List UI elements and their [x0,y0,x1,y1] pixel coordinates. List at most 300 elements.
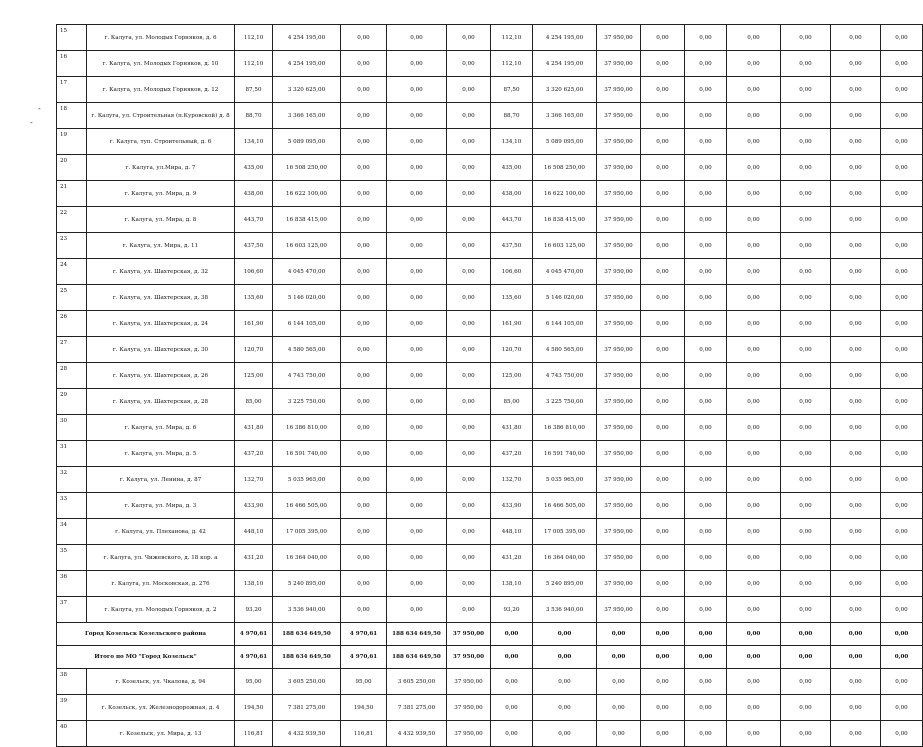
value-cell: 0,00 [685,337,727,363]
value-cell: 0,00 [447,129,491,155]
value-cell: 0,00 [641,337,685,363]
value-cell: 437,50 [491,233,533,259]
value-cell: 0,00 [387,311,447,337]
value-cell: 0,00 [727,233,781,259]
value-cell: 0,00 [387,571,447,597]
value-cell: 85,00 [235,389,273,415]
value-cell: 37 950,00 [597,597,641,623]
value-cell: 0,00 [447,519,491,545]
value-cell: 0,00 [881,285,923,311]
value-cell: 0,00 [685,493,727,519]
value-cell: 0,00 [831,51,881,77]
margin-mark: - [30,118,33,127]
value-cell: 0,00 [447,467,491,493]
value-cell: 0,00 [387,337,447,363]
value-cell: 112,10 [491,51,533,77]
value-cell: 0,00 [727,545,781,571]
value-cell: 85,00 [491,389,533,415]
value-cell: 5 089 095,00 [533,129,597,155]
value-cell: 17 005 395,00 [273,519,341,545]
address-cell: г. Калуга, ул. Строительная (п.Куровской) д. 8 [87,103,235,129]
value-cell: 0,00 [641,441,685,467]
value-cell: 0,00 [641,207,685,233]
value-cell: 0,00 [781,467,831,493]
value-cell: 0,00 [685,207,727,233]
value-cell: 37 950,00 [447,669,491,695]
value-cell: 0,00 [597,695,641,721]
value-cell: 0,00 [881,669,923,695]
value-cell: 0,00 [685,597,727,623]
value-cell: 0,00 [685,467,727,493]
address-cell: г. Калуга, ул. Шахтерская, д. 24 [87,311,235,337]
value-cell: 135,60 [235,285,273,311]
value-cell: 0,00 [341,545,387,571]
value-cell: 0,00 [533,623,597,646]
value-cell: 0,00 [685,415,727,441]
value-cell: 0,00 [781,571,831,597]
value-cell: 0,00 [685,103,727,129]
value-cell: 0,00 [781,646,831,669]
value-cell: 0,00 [781,669,831,695]
margin-mark: - [38,104,41,113]
address-cell: г. Козельск, ул. Чкалова, д. 94 [87,669,235,695]
value-cell: 0,00 [831,493,881,519]
value-cell: 3 366 165,00 [273,103,341,129]
value-cell: 135,60 [491,285,533,311]
value-cell: 0,00 [641,233,685,259]
value-cell: 0,00 [685,623,727,646]
value-cell: 0,00 [831,695,881,721]
value-cell: 16 591 740,00 [533,441,597,467]
row-number: 19 [57,129,87,155]
value-cell: 37 950,00 [597,493,641,519]
value-cell: 0,00 [727,363,781,389]
value-cell: 37 950,00 [597,389,641,415]
table-row [57,259,923,285]
value-cell: 0,00 [641,259,685,285]
value-cell: 37 950,00 [597,25,641,51]
value-cell: 0,00 [781,493,831,519]
value-cell: 0,00 [781,519,831,545]
value-cell: 0,00 [781,597,831,623]
table-row [57,103,923,129]
value-cell: 0,00 [781,623,831,646]
value-cell: 5 146 020,00 [533,285,597,311]
value-cell: 0,00 [727,207,781,233]
value-cell: 16 364 040,00 [273,545,341,571]
value-cell: 0,00 [341,467,387,493]
value-cell: 435,00 [235,155,273,181]
table-row [57,233,923,259]
value-cell: 0,00 [641,181,685,207]
value-cell: 0,00 [685,571,727,597]
value-cell: 37 950,00 [597,545,641,571]
row-number: 26 [57,311,87,337]
value-cell: 6 144 105,00 [533,311,597,337]
value-cell: 0,00 [597,646,641,669]
table-row [57,545,923,571]
value-cell: 4 254 195,00 [273,51,341,77]
table-row [57,311,923,337]
address-cell: г. Калуга, ул.Мира, д. 7 [87,155,235,181]
value-cell: 95,00 [341,669,387,695]
value-cell: 0,00 [447,51,491,77]
value-cell: 106,60 [491,259,533,285]
value-cell: 116,81 [235,721,273,747]
value-cell: 0,00 [341,129,387,155]
value-cell: 0,00 [641,519,685,545]
value-cell: 0,00 [781,441,831,467]
value-cell: 0,00 [341,389,387,415]
value-cell: 3 536 940,00 [533,597,597,623]
value-cell: 5 035 965,00 [533,467,597,493]
value-cell: 3 225 750,00 [533,389,597,415]
value-cell: 0,00 [447,259,491,285]
value-cell: 0,00 [831,25,881,51]
value-cell: 4 580 565,00 [273,337,341,363]
value-cell: 0,00 [727,51,781,77]
value-cell: 0,00 [727,669,781,695]
value-cell: 0,00 [881,571,923,597]
total-row [57,646,923,669]
value-cell: 0,00 [447,597,491,623]
value-cell: 0,00 [727,467,781,493]
value-cell: 0,00 [831,259,881,285]
value-cell: 37 950,00 [597,285,641,311]
value-cell: 0,00 [831,571,881,597]
address-cell: г. Калуга, туп. Строительный, д. 6 [87,129,235,155]
value-cell: 0,00 [447,311,491,337]
value-cell: 0,00 [727,25,781,51]
value-cell: 0,00 [881,129,923,155]
value-cell: 0,00 [641,646,685,669]
value-cell: 37 950,00 [597,337,641,363]
value-cell: 0,00 [881,181,923,207]
value-cell: 16 838 415,00 [273,207,341,233]
value-cell: 194,50 [235,695,273,721]
value-cell: 0,00 [781,155,831,181]
value-cell: 0,00 [881,103,923,129]
value-cell: 0,00 [831,363,881,389]
row-number: 29 [57,389,87,415]
value-cell: 0,00 [387,207,447,233]
value-cell: 0,00 [685,519,727,545]
value-cell: 17 005 395,00 [533,519,597,545]
value-cell: 0,00 [387,181,447,207]
value-cell: 0,00 [685,721,727,747]
value-cell: 0,00 [641,545,685,571]
value-cell: 0,00 [727,181,781,207]
table-row [57,415,923,441]
value-cell: 0,00 [685,441,727,467]
value-cell: 3 366 165,00 [533,103,597,129]
housing-table [56,24,923,747]
value-cell: 0,00 [685,669,727,695]
value-cell: 0,00 [387,155,447,181]
address-cell: г. Калуга, ул. Молодых Горняков, д. 10 [87,51,235,77]
value-cell: 16 508 250,00 [273,155,341,181]
value-cell: 0,00 [831,103,881,129]
value-cell: 3 605 250,00 [273,669,341,695]
value-cell: 0,00 [685,77,727,103]
value-cell: 0,00 [685,695,727,721]
value-cell: 0,00 [641,389,685,415]
value-cell: 4 254 195,00 [273,25,341,51]
value-cell: 0,00 [781,51,831,77]
address-cell: г. Калуга, ул. Мира, д. 5 [87,441,235,467]
value-cell: 37 950,00 [447,623,491,646]
value-cell: 0,00 [341,571,387,597]
value-cell: 0,00 [881,25,923,51]
value-cell: 0,00 [447,285,491,311]
value-cell: 5 089 095,00 [273,129,341,155]
value-cell: 437,50 [235,233,273,259]
value-cell: 0,00 [533,669,597,695]
value-cell: 0,00 [881,77,923,103]
value-cell: 0,00 [641,363,685,389]
value-cell: 0,00 [727,646,781,669]
value-cell: 0,00 [881,155,923,181]
value-cell: 125,00 [235,363,273,389]
value-cell: 5 146 020,00 [273,285,341,311]
value-cell: 0,00 [881,623,923,646]
address-cell: г. Калуга, ул. Молодых Горняков, д. 12 [87,77,235,103]
value-cell: 0,00 [831,311,881,337]
value-cell: 0,00 [387,519,447,545]
row-number: 31 [57,441,87,467]
value-cell: 0,00 [727,415,781,441]
value-cell: 0,00 [641,493,685,519]
value-cell: 0,00 [685,363,727,389]
total-row [57,623,923,646]
value-cell: 0,00 [641,597,685,623]
value-cell: 0,00 [341,311,387,337]
value-cell: 431,20 [491,545,533,571]
value-cell: 0,00 [881,415,923,441]
value-cell: 0,00 [685,51,727,77]
address-cell: г. Калуга, ул. Шахтерская, д. 38 [87,285,235,311]
value-cell: 194,50 [341,695,387,721]
value-cell: 0,00 [641,129,685,155]
total-label: Город Козельск Козельского района [57,623,235,646]
value-cell: 0,00 [881,51,923,77]
value-cell: 437,20 [235,441,273,467]
value-cell: 438,00 [491,181,533,207]
address-cell: г. Козельск, ул. Мира, д. 13 [87,721,235,747]
value-cell: 0,00 [685,181,727,207]
value-cell: 0,00 [831,467,881,493]
value-cell: 0,00 [641,415,685,441]
value-cell: 0,00 [685,25,727,51]
value-cell: 0,00 [831,389,881,415]
row-number: 17 [57,77,87,103]
value-cell: 37 950,00 [597,233,641,259]
value-cell: 0,00 [491,669,533,695]
table-row [57,571,923,597]
value-cell: 0,00 [781,363,831,389]
value-cell: 0,00 [447,415,491,441]
value-cell: 4 432 939,50 [387,721,447,747]
value-cell: 0,00 [387,441,447,467]
value-cell: 0,00 [447,207,491,233]
value-cell: 0,00 [831,669,881,695]
value-cell: 0,00 [341,233,387,259]
value-cell: 4 254 195,00 [533,51,597,77]
value-cell: 0,00 [447,77,491,103]
value-cell: 37 950,00 [597,311,641,337]
value-cell: 0,00 [685,545,727,571]
total-label: Итого по МО "Город Козельск" [57,646,235,669]
table-row [57,51,923,77]
value-cell: 0,00 [881,207,923,233]
value-cell: 0,00 [831,545,881,571]
value-cell: 0,00 [597,623,641,646]
value-cell: 0,00 [447,389,491,415]
value-cell: 0,00 [447,25,491,51]
value-cell: 0,00 [831,77,881,103]
value-cell: 4 743 750,00 [533,363,597,389]
value-cell: 0,00 [387,597,447,623]
value-cell: 0,00 [781,311,831,337]
value-cell: 0,00 [727,493,781,519]
value-cell: 0,00 [881,389,923,415]
value-cell: 0,00 [387,51,447,77]
value-cell: 435,00 [491,155,533,181]
value-cell: 37 950,00 [597,441,641,467]
table-row [57,441,923,467]
table-row [57,493,923,519]
value-cell: 0,00 [881,721,923,747]
value-cell: 0,00 [781,415,831,441]
value-cell: 16 603 125,00 [533,233,597,259]
value-cell: 431,20 [235,545,273,571]
value-cell: 0,00 [341,207,387,233]
value-cell: 443,70 [491,207,533,233]
table-row [57,77,923,103]
value-cell: 0,00 [881,363,923,389]
report-sheet [56,24,909,747]
value-cell: 4 970,61 [341,623,387,646]
value-cell: 0,00 [727,129,781,155]
value-cell: 0,00 [641,155,685,181]
value-cell: 4 743 750,00 [273,363,341,389]
value-cell: 0,00 [781,233,831,259]
value-cell: 0,00 [447,181,491,207]
table-row [57,25,923,51]
value-cell: 0,00 [641,311,685,337]
value-cell: 0,00 [727,77,781,103]
address-cell: г. Калуга, ул. Молодых Горняков, д. 2 [87,597,235,623]
row-number: 38 [57,669,87,695]
value-cell: 0,00 [781,695,831,721]
address-cell: г. Калуга, ул. Мира, д. 3 [87,493,235,519]
value-cell: 116,81 [341,721,387,747]
value-cell: 0,00 [447,363,491,389]
value-cell: 0,00 [641,695,685,721]
value-cell: 0,00 [341,51,387,77]
value-cell: 0,00 [781,181,831,207]
value-cell: 431,80 [235,415,273,441]
value-cell: 0,00 [387,233,447,259]
value-cell: 0,00 [387,415,447,441]
value-cell: 0,00 [491,695,533,721]
value-cell: 0,00 [727,441,781,467]
table-row [57,669,923,695]
row-number: 36 [57,571,87,597]
value-cell: 0,00 [831,233,881,259]
address-cell: г. Калуга, ул. Шахтерская, д. 30 [87,337,235,363]
value-cell: 37 950,00 [447,695,491,721]
value-cell: 37 950,00 [597,363,641,389]
value-cell: 7 381 275,00 [273,695,341,721]
value-cell: 0,00 [533,695,597,721]
value-cell: 0,00 [597,721,641,747]
value-cell: 0,00 [881,467,923,493]
row-number: 39 [57,695,87,721]
value-cell: 0,00 [533,721,597,747]
value-cell: 0,00 [491,646,533,669]
value-cell: 0,00 [727,103,781,129]
value-cell: 448,10 [235,519,273,545]
value-cell: 37 950,00 [447,721,491,747]
value-cell: 0,00 [341,103,387,129]
table-row [57,363,923,389]
value-cell: 16 386 810,00 [533,415,597,441]
value-cell: 0,00 [831,285,881,311]
table-row [57,389,923,415]
value-cell: 0,00 [685,311,727,337]
value-cell: 5 240 895,00 [273,571,341,597]
value-cell: 0,00 [831,415,881,441]
address-cell: г. Калуга, ул. Московская, д. 276 [87,571,235,597]
value-cell: 125,00 [491,363,533,389]
row-number: 16 [57,51,87,77]
table-row [57,519,923,545]
value-cell: 0,00 [831,155,881,181]
value-cell: 3 225 750,00 [273,389,341,415]
value-cell: 0,00 [447,337,491,363]
value-cell: 37 950,00 [597,77,641,103]
value-cell: 87,50 [491,77,533,103]
value-cell: 0,00 [881,337,923,363]
table-row [57,337,923,363]
value-cell: 188 634 649,50 [387,646,447,669]
value-cell: 16 622 100,00 [533,181,597,207]
value-cell: 0,00 [641,669,685,695]
value-cell: 0,00 [881,646,923,669]
row-number: 25 [57,285,87,311]
value-cell: 37 950,00 [597,259,641,285]
value-cell: 112,10 [491,25,533,51]
value-cell: 0,00 [881,233,923,259]
value-cell: 16 508 250,00 [533,155,597,181]
value-cell: 0,00 [447,103,491,129]
value-cell: 0,00 [341,25,387,51]
value-cell: 5 035 965,00 [273,467,341,493]
table-row [57,695,923,721]
value-cell: 0,00 [727,155,781,181]
table-row [57,597,923,623]
value-cell: 0,00 [781,389,831,415]
address-cell: г. Калуга, ул. Мира, д. 6 [87,415,235,441]
value-cell: 0,00 [641,285,685,311]
row-number: 21 [57,181,87,207]
value-cell: 0,00 [831,441,881,467]
value-cell: 0,00 [727,597,781,623]
value-cell: 0,00 [781,103,831,129]
table-row [57,181,923,207]
value-cell: 0,00 [881,695,923,721]
